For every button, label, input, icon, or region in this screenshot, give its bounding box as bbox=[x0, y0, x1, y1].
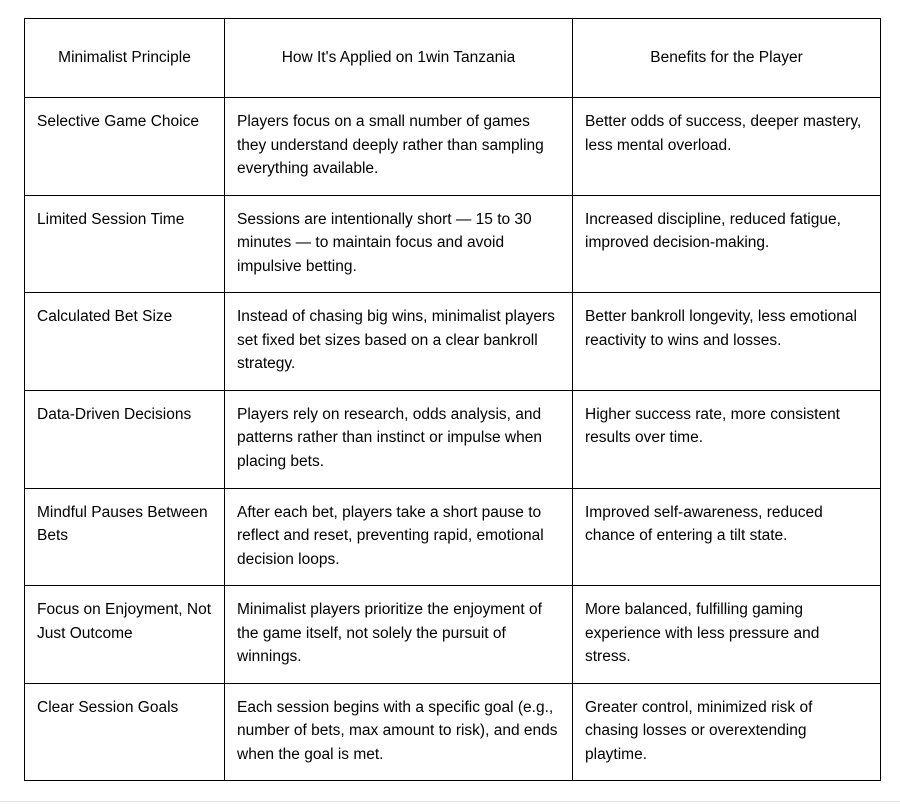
table-body bbox=[25, 98, 881, 781]
cell-principle: Focus on Enjoyment, Not Just Outcome bbox=[25, 586, 225, 684]
cell-benefit: Better odds of success, deeper mastery, less mental overload. bbox=[573, 98, 881, 196]
cell-applied: Players rely on research, odds analysis, and patterns rather than instinct or impulse when placing bets. bbox=[225, 390, 573, 488]
cell-applied: After each bet, players take a short pause to reflect and reset, preventing rapid, emotional decision loops. bbox=[225, 488, 573, 586]
column-header-applied: How It's Applied on 1win Tanzania bbox=[225, 19, 573, 98]
cell-applied: Each session begins with a specific goal (e.g., number of bets, max amount to risk), and ends when the goal is met. bbox=[225, 683, 573, 781]
table-row bbox=[25, 98, 881, 196]
cell-applied: Players focus on a small number of games they understand deeply rather than sampling everything available. bbox=[225, 98, 573, 196]
cell-benefit: Better bankroll longevity, less emotional reactivity to wins and losses. bbox=[573, 293, 881, 391]
table-row bbox=[25, 195, 881, 293]
cell-benefit: More balanced, fulfilling gaming experience with less pressure and stress. bbox=[573, 586, 881, 684]
cell-benefit: Improved self-awareness, reduced chance of entering a tilt state. bbox=[573, 488, 881, 586]
cell-benefit: Greater control, minimized risk of chasing losses or overextending playtime. bbox=[573, 683, 881, 781]
cell-applied: Instead of chasing big wins, minimalist players set fixed bet sizes based on a clear bankroll strategy. bbox=[225, 293, 573, 391]
cell-principle: Clear Session Goals bbox=[25, 683, 225, 781]
cell-applied: Minimalist players prioritize the enjoyment of the game itself, not solely the pursuit of winnings. bbox=[225, 586, 573, 684]
cell-benefit: Higher success rate, more consistent results over time. bbox=[573, 390, 881, 488]
cell-applied: Sessions are intentionally short — 15 to 30 minutes — to maintain focus and avoid impulsive betting. bbox=[225, 195, 573, 293]
table-row bbox=[25, 293, 881, 391]
table-header bbox=[25, 19, 881, 98]
table-row bbox=[25, 488, 881, 586]
table-row bbox=[25, 683, 881, 781]
page-bottom-divider bbox=[0, 801, 900, 802]
cell-benefit: Increased discipline, reduced fatigue, improved decision-making. bbox=[573, 195, 881, 293]
cell-principle: Calculated Bet Size bbox=[25, 293, 225, 391]
table-row bbox=[25, 390, 881, 488]
cell-principle: Selective Game Choice bbox=[25, 98, 225, 196]
cell-principle: Mindful Pauses Between Bets bbox=[25, 488, 225, 586]
cell-principle: Data-Driven Decisions bbox=[25, 390, 225, 488]
table-row bbox=[25, 586, 881, 684]
cell-principle: Limited Session Time bbox=[25, 195, 225, 293]
column-header-principle: Minimalist Principle bbox=[25, 19, 225, 98]
minimalist-principles-table bbox=[24, 18, 881, 781]
column-header-benefit: Benefits for the Player bbox=[573, 19, 881, 98]
table-header-row bbox=[25, 19, 881, 98]
